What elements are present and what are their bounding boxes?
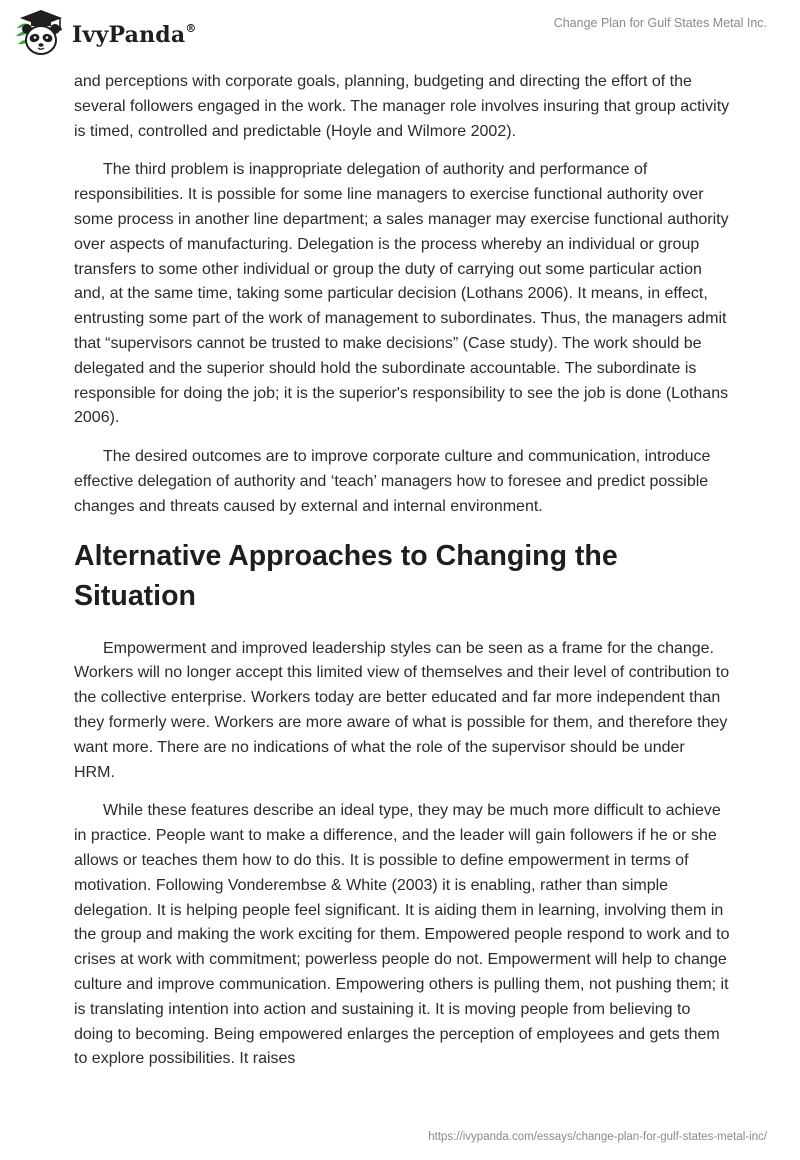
- panda-graduate-icon: [14, 8, 66, 58]
- ivypanda-logo[interactable]: [14, 8, 197, 58]
- paragraph-continued: and perceptions with corporate goals, planning, budgeting and directing the effort of the several followers engaged in the work. The manager role involves insuring that group activity is timed, controlled and predictable (Hoyle and Wilmore 2002).: [74, 73, 730, 140]
- paragraph-desired-outcomes: The desired outcomes are to improve corporate culture and communication, introduce effective delegation of authority and ‘teach’ managers how to foresee and predict possible changes and threats caused by external and internal environment.: [74, 448, 711, 515]
- document-title: Change Plan for Gulf States Metal Inc.: [553, 16, 767, 30]
- essay-content: [74, 70, 730, 1086]
- registered-mark: ®: [185, 21, 197, 35]
- section-heading: Alternative Approaches to Changing the Situation: [74, 539, 618, 612]
- paragraph-empowerment: Empowerment and improved leadership styles can be seen as a frame for the change. Workers will no longer accept this limited view of themselves and their level of contribution to the collective enterprise. Workers today are better educated and far more independent than they formerly were. Workers are more aware of what is possible for them, and therefore they want more. There are no indications of what the role of the supervisor should be under HRM.: [74, 639, 730, 781]
- paragraph-ideal-type: While these features describe an ideal type, they may be much more difficult to achieve in practice. People want to make a difference, and the leader will gain followers if he or she allows or teaches them how to do this. It is possible to define empowerment in terms of motivation. Following Vonderembse & White (2003) it is enabling, rather than simple delegation. It is helping people feel significant. It is aiding them in learning, involving them in the group and making the work exciting for them. Empowered people respond to work and to crises at work with commitment; powerless people do not. Empowerment will help to change culture and improve communication. Empowering others is pulling them, not pushing them; it is translating intention into action and sustaining it. It is moving people from believing to doing to becoming. Being empowered enlarges the perception of employees and gets them to explore possibilities. It raises: [74, 802, 730, 1068]
- paragraph-third-problem: The third problem is inappropriate delegation of authority and performance of responsibilities. It is possible for some line managers to exercise functional authority over some process in another line department; a sales manager may exercise functional authority over aspects of manufacturing. Delegation is the process whereby an individual or group transfers to some other individual or group the duty of carrying out some particular action and, at the same time, taking some particular decision (Lothans 2006). It means, in effect, entrusting some part of the work of management to subordinates. Thus, the managers admit that “supervisors cannot be trusted to make decisions” (Case study). The work should be delegated and the superior should hold the subordinate accountable. The subordinate is responsible for doing the job; it is the superior's responsibility to see the job is done (Lothans 2006).: [74, 161, 729, 427]
- page-url[interactable]: https://ivypanda.com/essays/change-plan-for-gulf-states-metal-inc/: [428, 1131, 767, 1143]
- page-header: [0, 0, 800, 70]
- logo-wordmark: IvyPanda®: [72, 21, 197, 48]
